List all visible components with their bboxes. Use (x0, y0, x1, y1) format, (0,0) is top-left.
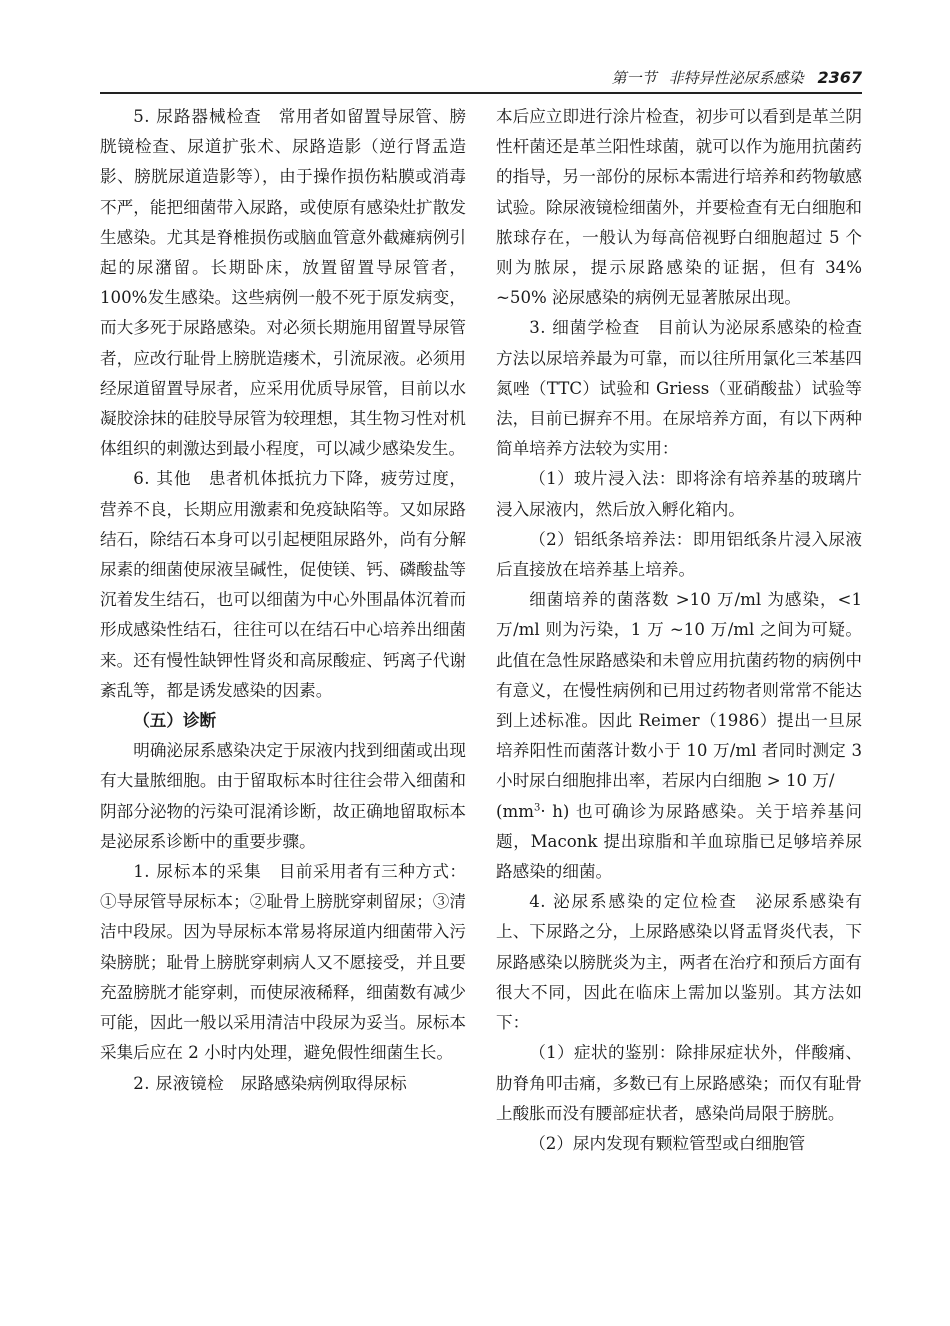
superscript: 3 (533, 802, 541, 814)
paragraph-text: 明确泌尿系感染决定于尿液内找到细菌或出现有大量脓细胞。由于留取标本时往往会带入细菌和阴部分泌物的污染可混淆诊断，故正确地留取标本是泌尿系诊断中的重要步骤。 (100, 741, 466, 851)
paragraph (100, 1069, 466, 1099)
paragraph-text: 细菌培养的菌落数 >10 万/ml 为感染，<1 万/ml 则为污染，1 万 ~10 万/ml 之间为可疑。此值在急性尿路感染和未曾应用抗菌药物的病例中有意义，在慢性病例和已用过药物者则常常不能达到上述标准。因此 Reimer（1986）提出一旦尿培养阳性而菌落计数小于 10 万/ml 者同时测定 3 小时尿白细胞排出率，若尿内白细胞 > 10 万/ (496, 590, 862, 791)
paragraph (100, 736, 466, 857)
paragraph-text: 泌尿系感染有上、下尿路之分，上尿路感染以肾盂肾炎代表，下尿路感染以膀胱炎为主，两者在治疗和预后方面有很大不同，因此在临床上需加以鉴别。其方法如下： (496, 892, 862, 1033)
running-header (100, 64, 862, 94)
paragraph-text: 本后应立即进行涂片检查，初步可以看到是革兰阴性杆菌还是革兰阳性球菌，就可以作为施用抗菌药的指导，另一部份的尿标本需进行培养和药物敏感试验。除尿液镜检细菌外，并要检查有无白细胞和脓球存在，一般认为每高倍视野白细胞超过 5 个则为脓尿，提示尿路感染的证据，但有 34% ~50% 泌尿感染的病例无显著脓尿出现。 (496, 107, 862, 308)
header-title: 非特异性泌尿系感染 (668, 69, 804, 87)
paragraph-text: （1）玻片浸入法：即将涂有培养基的玻璃片浸入尿液内，然后放入孵化箱内。 (496, 469, 862, 519)
paragraph-text: 目前认为泌尿系感染的检查方法以尿培养最为可靠，而以往所用氯化三苯基四氮唑（TTC）试验和 Griess（亚硝酸盐）试验等法，目前已摒弃不用。在尿培养方面，有以下两种简单培养方法较为实用： (496, 318, 863, 459)
paragraph-text: （2）铝纸条培养法：即用铝纸条片浸入尿液后直接放在培养基上培养。 (496, 529, 862, 580)
paragraph (100, 102, 466, 464)
paragraph-lead: 6. 其他 (133, 469, 192, 489)
paragraph (496, 464, 862, 524)
paragraph-lead: 3. 细菌学检查 (529, 318, 641, 338)
paragraph (496, 1129, 862, 1159)
paragraph (100, 857, 466, 1068)
page-number: 2367 (817, 68, 862, 87)
paragraph-lead: 2. 尿液镜检 (133, 1073, 225, 1093)
paragraph-lead: 4. 泌尿系感染的定位检查 (529, 892, 738, 912)
paragraph (496, 102, 862, 313)
paragraph (100, 464, 466, 706)
section-heading: （五）诊断 (133, 711, 217, 731)
paragraph-text: 目前采用者有三种方式：①导尿管导尿标本；②耻骨上膀胱穿刺留尿；③清洁中段尿。因为导尿标本常易将尿道内细菌带入污染膀胱；耻骨上膀胱穿刺病人又不愿接受，并且要充盈膀胱才能穿刺，而使尿液稀释，细菌数有减少可能，因此一般以采用清洁中段尿为妥当。尿标本采集后应在 2 小时内处理，避免假性细菌生长。 (100, 862, 467, 1063)
header-section: 第一节 (611, 69, 657, 87)
paragraph-lead: 1. 尿标本的采集 (133, 862, 262, 882)
paragraph (496, 887, 862, 1038)
paragraph (496, 585, 862, 796)
paragraph (496, 1038, 862, 1129)
paragraph-text: 尿路感染病例取得尿标 (240, 1073, 407, 1093)
paragraph-text: 患者机体抵抗力下降，疲劳过度，营养不良，长期应用激素和免疫缺陷等。又如尿路结石，除结石本身可以引起梗阻尿路外，尚有分解尿素的细菌使尿液呈碱性，促使镁、钙、磷酸盐等沉着发生结石，也可以细菌为中心外围晶体沉着而形成感染性结石，往往可以在结石中心培养出细菌来。还有慢性缺钾性肾炎和高尿酸症、钙离子代谢紊乱等，都是诱发感染的因素。 (100, 469, 467, 700)
right-column (496, 102, 862, 1159)
paragraph (496, 525, 862, 585)
paragraph (496, 313, 862, 464)
paragraph-text: （2）尿内发现有颗粒管型或白细胞管 (529, 1133, 806, 1153)
unit-prefix: (mm (496, 801, 534, 821)
left-column (100, 102, 466, 1099)
header-text (611, 67, 862, 88)
paragraph-text: （1）症状的鉴别：除排尿症状外，伴酸痛、肋脊角叩击痛，多数已有上尿路感染；而仅有耻骨上酸胀而没有腰部症状者，感染尚局限于膀胱。 (496, 1043, 862, 1123)
paragraph-text: 常用者如留置导尿管、膀胱镜检查、尿道扩张术、尿路造影（逆行肾盂造影、膀胱尿道造影等），由于操作损伤粘膜或消毒不严，能把细菌带入尿路，或使原有感染灶扩散发生感染。尤其是脊椎损伤或脑血管意外截瘫病例引起的尿潴留。长期卧床，放置留置导尿管者，100%发生感染。这些病例一般不死于原发病变，而大多死于尿路感染。对必须长期施用留置导尿管者，应改行耻骨上膀胱造瘘术，引流尿液。必须用经尿道留置导尿者，应采用优质导尿管，目前以水凝胶涂抹的硅胶导尿管为较理想，其生物习性对机体组织的刺激达到最小程度，可以减少感染发生。 (100, 107, 467, 459)
paragraph (496, 797, 862, 888)
paragraph-lead: 5. 尿路器械检查 (133, 107, 262, 126)
paragraph-text: · h) 也可确诊为尿路感染。关于培养基问题，Maconk 提出琼脂和羊血琼脂已足够培养尿路感染的细菌。 (496, 801, 862, 882)
